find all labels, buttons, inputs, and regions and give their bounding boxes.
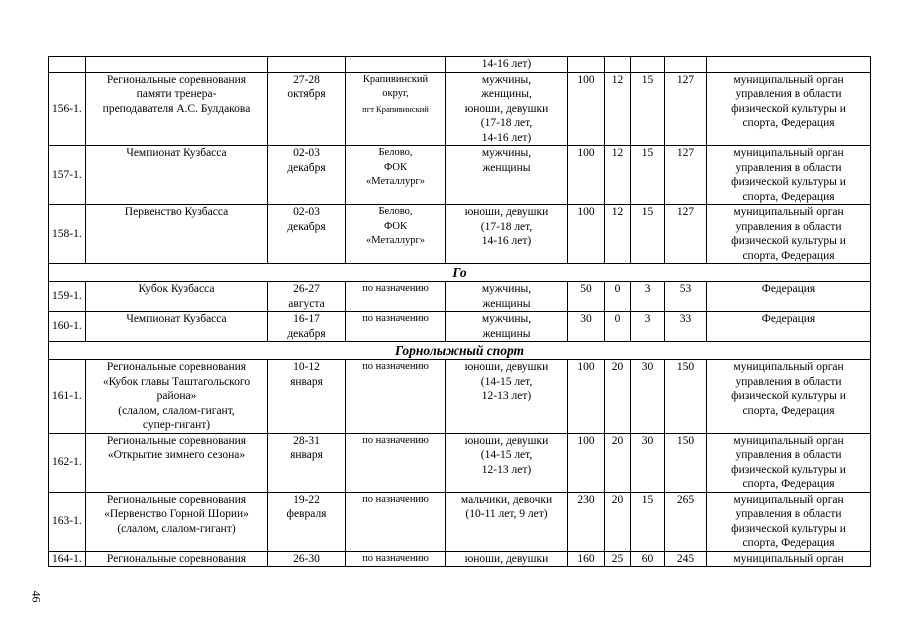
event-place	[346, 146, 446, 205]
cell-line: Региональные соревнования	[106, 361, 247, 373]
cell-line: спорта, Федерация	[742, 117, 835, 129]
event-dates	[268, 282, 346, 312]
event-name	[86, 146, 268, 205]
count-c: 15	[631, 205, 665, 264]
event-dates	[268, 146, 346, 205]
table-row	[49, 72, 871, 146]
cell-line: спорта, Федерация	[742, 249, 835, 262]
event-organizer	[707, 146, 871, 205]
count-c: 15	[631, 72, 665, 146]
cell-line: 12-13 лет)	[481, 463, 532, 476]
count-b: 25	[605, 551, 631, 567]
count-b: 0	[605, 282, 631, 312]
cell-line: января	[290, 449, 323, 461]
event-organizer	[707, 551, 871, 567]
cell-line: ФОК	[383, 220, 407, 232]
count-c: 30	[631, 360, 665, 434]
cell-line: декабря	[287, 220, 326, 233]
cell-line: Чемпионат Кузбасса	[126, 313, 227, 325]
cell-line: юноши, девушки	[464, 102, 549, 115]
count-a: 160	[568, 551, 605, 567]
cell-line: женщины	[482, 327, 531, 340]
cell-line: (слалом, слалом-гигант)	[117, 522, 236, 535]
cell-line: «Металлург»	[365, 235, 426, 246]
cell-line: 26-30	[293, 552, 320, 565]
count-b: 0	[605, 312, 631, 342]
count-cell	[631, 57, 665, 73]
cell-line: Кубок Кузбасса	[138, 283, 215, 295]
event-place	[346, 551, 446, 567]
cell-line: супер-гигант)	[142, 419, 211, 431]
event-place	[346, 433, 446, 492]
cell-line: физической культуры и	[731, 235, 846, 247]
count-total: 150	[665, 433, 707, 492]
num-cell	[49, 57, 86, 73]
count-a: 100	[568, 72, 605, 146]
count-c: 60	[631, 551, 665, 567]
event-dates	[268, 551, 346, 567]
count-c: 30	[631, 433, 665, 492]
count-a: 230	[568, 492, 605, 551]
cell-line: района»	[156, 390, 197, 402]
cell-line: (14-15 лет,	[480, 375, 533, 388]
count-a: 100	[568, 433, 605, 492]
table-row	[49, 360, 871, 434]
event-organizer	[707, 492, 871, 551]
cell-line: преподавателя А.С. Булдакова	[102, 102, 251, 115]
table-row-continuation	[49, 57, 871, 73]
event-place	[346, 360, 446, 434]
count-cell	[665, 57, 707, 73]
cell-line: 26-27	[293, 283, 320, 295]
cell-line: по назначению	[362, 552, 429, 564]
cell-line: женщины	[482, 297, 531, 310]
cell-line: 27-28	[293, 73, 320, 86]
cell-line: мужчины,	[481, 313, 532, 325]
event-organizer	[707, 72, 871, 146]
cell-line: августа	[288, 297, 325, 310]
cell-line: ФОК	[383, 161, 407, 173]
cell-line: 12-13 лет)	[481, 390, 532, 402]
cell-line: «Первенство Горной Шории»	[104, 508, 249, 520]
event-dates	[268, 72, 346, 146]
event-number: 157-1.	[49, 146, 86, 205]
event-name	[86, 551, 268, 567]
event-place	[346, 205, 446, 264]
table-row	[49, 492, 871, 551]
cell-line: спорта, Федерация	[742, 537, 835, 549]
count-b: 20	[605, 433, 631, 492]
count-total: 127	[665, 146, 707, 205]
cell-line: женщины	[482, 161, 531, 174]
cell-line: юноши, девушки	[464, 206, 549, 218]
page-number: 46	[29, 590, 44, 603]
cell-line: Региональные соревнования	[106, 434, 247, 447]
place-cell	[346, 57, 446, 73]
count-a: 100	[568, 205, 605, 264]
cell-line: физической культуры и	[731, 390, 846, 402]
count-total: 265	[665, 492, 707, 551]
cell-line: (17-18 лет,	[480, 220, 533, 233]
event-organizer	[707, 205, 871, 264]
event-participants	[446, 312, 568, 342]
event-organizer	[707, 433, 871, 492]
cell-line: 10-12	[293, 361, 320, 373]
event-name	[86, 282, 268, 312]
event-participants	[446, 282, 568, 312]
cell-line: муниципальный орган	[733, 147, 844, 159]
event-number: 164-1.	[49, 551, 86, 567]
event-name	[86, 72, 268, 146]
event-organizer	[707, 282, 871, 312]
count-b: 12	[605, 205, 631, 264]
event-number: 158-1.	[49, 205, 86, 264]
count-total: 150	[665, 360, 707, 434]
cell-line: Федерация	[761, 313, 816, 325]
cell-line: Региональные соревнования	[106, 493, 247, 506]
count-b: 12	[605, 72, 631, 146]
event-place	[346, 72, 446, 146]
count-a: 30	[568, 312, 605, 342]
event-name	[86, 492, 268, 551]
cell-line: «Кубок главы Таштагольского	[102, 375, 251, 388]
cell-line: управления в области	[735, 449, 842, 461]
event-dates	[268, 433, 346, 492]
event-place	[346, 492, 446, 551]
cell-line: Региональные соревнования	[106, 73, 247, 86]
event-dates	[268, 492, 346, 551]
event-place	[346, 282, 446, 312]
cell-line: муниципальный орган	[733, 552, 844, 565]
event-participants	[446, 205, 568, 264]
count-b: 20	[605, 360, 631, 434]
cell-line: памяти тренера-	[136, 88, 217, 100]
event-dates	[268, 312, 346, 342]
cell-line: октября	[287, 88, 326, 100]
cell-line: спорта, Федерация	[742, 404, 835, 417]
cell-line: декабря	[287, 327, 326, 340]
cell-line: юноши, девушки	[464, 361, 549, 373]
cell-line: муниципальный орган	[733, 434, 844, 447]
count-a: 50	[568, 282, 605, 312]
event-number: 163-1.	[49, 492, 86, 551]
cell-line: физической культуры и	[731, 176, 846, 188]
count-total: 33	[665, 312, 707, 342]
section-row	[49, 264, 871, 282]
cell-line: по назначению	[362, 493, 429, 505]
count-total: 127	[665, 72, 707, 146]
table-row	[49, 312, 871, 342]
cell-line: Первенство Кузбасса	[124, 206, 229, 218]
cell-line: Региональные соревнования	[106, 552, 247, 565]
count-cell	[605, 57, 631, 73]
cell-line: (слалом, слалом-гигант,	[118, 404, 235, 417]
cell-line: января	[290, 375, 323, 388]
table-row	[49, 282, 871, 312]
event-participants	[446, 360, 568, 434]
event-participants	[446, 433, 568, 492]
event-name	[86, 433, 268, 492]
schedule-table	[48, 56, 871, 567]
table-row	[49, 551, 871, 567]
cell-line: физической культуры и	[731, 522, 846, 535]
cell-line: муниципальный орган	[733, 206, 844, 218]
cell-line: спорта, Федерация	[742, 190, 835, 203]
count-total: 127	[665, 205, 707, 264]
cell-line: по назначению	[362, 313, 429, 324]
event-name	[86, 360, 268, 434]
org-cell	[707, 57, 871, 73]
count-a: 100	[568, 360, 605, 434]
cell-line: по назначению	[362, 434, 429, 446]
event-place	[346, 312, 446, 342]
cell-line: (17-18 лет,	[480, 117, 533, 129]
event-number: 156-1.	[49, 72, 86, 146]
event-participants	[446, 551, 568, 567]
cell-line: Крапивинский	[362, 73, 429, 85]
table-row	[49, 146, 871, 205]
cell-line: 28-31	[293, 434, 320, 447]
cell-line: управления в области	[735, 508, 842, 520]
event-number: 159-1.	[49, 282, 86, 312]
event-participants	[446, 492, 568, 551]
count-total: 245	[665, 551, 707, 567]
cell-line: мужчины,	[481, 147, 532, 159]
cell-line: 02-03	[293, 206, 320, 218]
count-c: 3	[631, 312, 665, 342]
cell-line: мужчины,	[481, 73, 532, 86]
event-organizer	[707, 360, 871, 434]
table-body	[49, 57, 871, 567]
cell-line: муниципальный орган	[733, 493, 844, 506]
cell-line: 14-16 лет)	[481, 131, 532, 144]
event-dates	[268, 205, 346, 264]
cell-line: муниципальный орган	[733, 361, 844, 373]
event-number: 160-1.	[49, 312, 86, 342]
cell-line: управления в области	[735, 375, 842, 388]
cell-line: (14-15 лет,	[480, 449, 533, 461]
cell-line: 14-16 лет)	[481, 235, 532, 247]
cell-line: юноши, девушки	[464, 434, 549, 447]
table-row	[49, 433, 871, 492]
event-organizer	[707, 312, 871, 342]
count-c: 15	[631, 146, 665, 205]
cell-line: физической культуры и	[731, 463, 846, 476]
section-row	[49, 342, 871, 360]
cell-line: Белово,	[378, 206, 413, 217]
table-row	[49, 205, 871, 264]
name-cell	[86, 57, 268, 73]
cell-line: управления в области	[735, 88, 842, 100]
event-name	[86, 205, 268, 264]
section-title: Горнолыжный спорт	[49, 342, 871, 360]
cell-line: 02-03	[293, 147, 320, 159]
cell-line: мальчики, девочки	[460, 493, 553, 506]
count-cell	[568, 57, 605, 73]
event-name	[86, 312, 268, 342]
event-participants	[446, 72, 568, 146]
count-b: 12	[605, 146, 631, 205]
cell-line: Чемпионат Кузбасса	[126, 147, 227, 159]
count-c: 3	[631, 282, 665, 312]
cell-line: 16-17	[293, 313, 320, 325]
cell-line: управления в области	[735, 161, 842, 174]
cell-line: мужчины,	[481, 283, 532, 295]
event-number: 162-1.	[49, 433, 86, 492]
cell-line: 19-22	[293, 493, 320, 506]
cell-line: по назначению	[362, 283, 429, 294]
count-c: 15	[631, 492, 665, 551]
cell-line: февраля	[286, 508, 327, 520]
dates-cell	[268, 57, 346, 73]
count-a: 100	[568, 146, 605, 205]
cell-line: спорта, Федерация	[742, 478, 835, 490]
event-participants	[446, 146, 568, 205]
cell-line: юноши, девушки	[464, 552, 549, 565]
count-total: 53	[665, 282, 707, 312]
cell-line: Белово,	[378, 147, 413, 158]
cell-line: «Открытие зимнего сезона»	[107, 449, 246, 461]
cell-line: по назначению	[362, 361, 429, 372]
cell-line: декабря	[287, 161, 326, 174]
cell-line: Федерация	[761, 283, 816, 295]
event-number: 161-1.	[49, 360, 86, 434]
count-b: 20	[605, 492, 631, 551]
cell-line: женщины,	[481, 88, 532, 100]
place-detail: пгт Крапивинский	[362, 103, 429, 114]
cell-line: «Металлург»	[365, 176, 426, 187]
participants-cell: 14-16 лет)	[446, 57, 568, 73]
event-dates	[268, 360, 346, 434]
cell-line: муниципальный орган	[733, 73, 844, 86]
cell-line: управления в области	[735, 220, 842, 233]
cell-line: округ,	[382, 88, 409, 99]
cell-line: физической культуры и	[731, 102, 846, 115]
cell-line: (10-11 лет, 9 лет)	[465, 508, 548, 520]
section-title: Го	[49, 264, 871, 282]
